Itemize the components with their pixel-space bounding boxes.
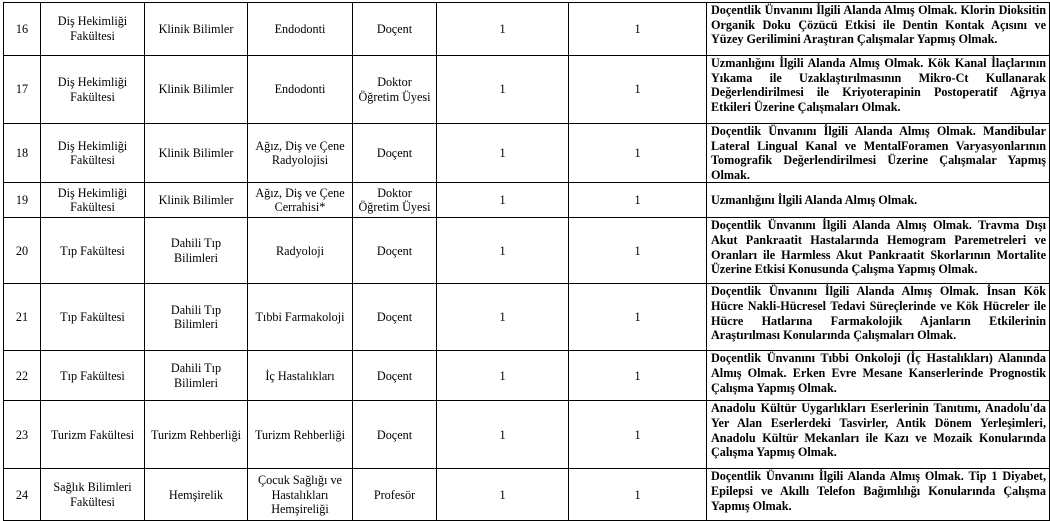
count-cell: 1: [437, 284, 569, 351]
program-cell: Turizm Rehberliği: [248, 401, 353, 469]
program-cell: Ağız, Diş ve Çene Cerrahisi*: [248, 183, 353, 218]
count-cell: 1: [569, 401, 707, 469]
count-cell: 1: [437, 183, 569, 218]
department-cell: Turizm Rehberliği: [145, 401, 248, 469]
row-number: 22: [4, 351, 41, 401]
program-cell: Endodonti: [248, 56, 353, 124]
row-number: 19: [4, 183, 41, 218]
faculty-cell: Diş Hekimliği Fakültesi: [41, 56, 145, 124]
count-cell: 1: [569, 284, 707, 351]
requirement-cell: Uzmanlığını İlgili Alanda Almış Olmak.: [707, 183, 1050, 218]
row-number: 20: [4, 218, 41, 284]
count-cell: 1: [437, 56, 569, 124]
table-row: [4, 183, 1050, 218]
table-row: [4, 351, 1050, 401]
department-cell: Klinik Bilimler: [145, 3, 248, 56]
table-row: [4, 56, 1050, 124]
department-cell: Klinik Bilimler: [145, 56, 248, 124]
count-cell: 1: [437, 218, 569, 284]
requirement-cell: Anadolu Kültür Uygarlıkları Eserlerinin Tanıtımı, Anadolu'da Yer Alan Eserlerdeki Tasvirler, Antik Dönem Yerleşimleri, Anadolu Kültür Mekanları ile Kazı ve Mozaik Konularında Çalışma Yapmış Olmak.: [707, 401, 1050, 469]
program-cell: Endodonti: [248, 3, 353, 56]
count-cell: 1: [569, 469, 707, 521]
title-cell: Profesör: [353, 469, 437, 521]
requirement-cell: Doçentlik Ünvanını İlgili Alanda Almış Olmak. Travma Dışı Akut Pankraatit Hastalarında Hemogram Paremetreleri ve Oranları ile Harmless Akut Pankraatit Skorlarının Mortalite Üzerine Etkisi Konusunda Çalışma Yapmış Olmak.: [707, 218, 1050, 284]
department-cell: Dahili Tıp Bilimleri: [145, 218, 248, 284]
row-number: 23: [4, 401, 41, 469]
department-cell: Dahili Tıp Bilimleri: [145, 284, 248, 351]
title-cell: Doktor Öğretim Üyesi: [353, 56, 437, 124]
title-cell: Doçent: [353, 401, 437, 469]
program-cell: Ağız, Diş ve Çene Radyolojisi: [248, 124, 353, 183]
requirement-cell: Doçentlik Ünvanını İlgili Alanda Almış Olmak. Mandibular Lateral Lingual Kanal ve MentalForamen Varyasyonlarının Tomografik Değerlendirilmesi Üzerine Çalışmalar Yapmış Olmak.: [707, 124, 1050, 183]
count-cell: 1: [437, 351, 569, 401]
requirement-cell: Doçentlik Ünvanını İlgili Alanda Almış Olmak. Tip 1 Diyabet, Epilepsi ve Akıllı Telefon Bağımlılığı Konularında Çalışma Yapmış Olmak.: [707, 469, 1050, 521]
faculty-cell: Tıp Fakültesi: [41, 218, 145, 284]
count-cell: 1: [569, 56, 707, 124]
table-row: [4, 401, 1050, 469]
department-cell: Hemşirelik: [145, 469, 248, 521]
count-cell: 1: [437, 3, 569, 56]
table-row: [4, 284, 1050, 351]
faculty-cell: Diş Hekimliği Fakültesi: [41, 124, 145, 183]
program-cell: Radyoloji: [248, 218, 353, 284]
faculty-cell: Tıp Fakültesi: [41, 284, 145, 351]
row-number: 21: [4, 284, 41, 351]
department-cell: Dahili Tıp Bilimleri: [145, 351, 248, 401]
program-cell: Tıbbi Farmakoloji: [248, 284, 353, 351]
row-number: 17: [4, 56, 41, 124]
program-cell: Çocuk Sağlığı ve Hastalıkları Hemşireliği: [248, 469, 353, 521]
table-row: [4, 3, 1050, 56]
faculty-cell: Sağlık Bilimleri Fakültesi: [41, 469, 145, 521]
faculty-positions-table: [3, 2, 1050, 521]
faculty-cell: Diş Hekimliği Fakültesi: [41, 183, 145, 218]
row-number: 24: [4, 469, 41, 521]
requirement-cell: Doçentlik Ünvanını İlgili Alanda Almış Olmak. Klorin Dioksitin Organik Doku Çözücü Etkisi ile Dentin Kontak Açısını ve Yüzey Gerilimini Araştıran Çalışmalar Yapmış Olmak.: [707, 3, 1050, 56]
count-cell: 1: [569, 124, 707, 183]
count-cell: 1: [437, 469, 569, 521]
table-row: [4, 124, 1050, 183]
table-row: [4, 469, 1050, 521]
faculty-cell: Turizm Fakültesi: [41, 401, 145, 469]
count-cell: 1: [437, 124, 569, 183]
title-cell: Doçent: [353, 124, 437, 183]
row-number: 16: [4, 3, 41, 56]
title-cell: Doçent: [353, 351, 437, 401]
row-number: 18: [4, 124, 41, 183]
table-row: [4, 218, 1050, 284]
requirement-cell: Doçentlik Ünvanını Tıbbi Onkoloji (İç Hastalıkları) Alanında Almış Olmak. Erken Evre Mesane Kanserlerinde Prognostik Çalışma Yapmış Olmak.: [707, 351, 1050, 401]
department-cell: Klinik Bilimler: [145, 124, 248, 183]
count-cell: 1: [569, 183, 707, 218]
count-cell: 1: [569, 218, 707, 284]
program-cell: İç Hastalıkları: [248, 351, 353, 401]
requirement-cell: Uzmanlığını İlgili Alanda Almış Olmak. Kök Kanal İlaçlarının Yıkama ile Uzaklaştırılmasının Mikro-Ct Kullanarak Değerlendirilmesi ile Kriyoterapinin Postoperatif Ağrıya Etkileri Üzerine Çalışmaları Olmak.: [707, 56, 1050, 124]
faculty-cell: Diş Hekimliği Fakültesi: [41, 3, 145, 56]
title-cell: Doçent: [353, 218, 437, 284]
department-cell: Klinik Bilimler: [145, 183, 248, 218]
faculty-cell: Tıp Fakültesi: [41, 351, 145, 401]
title-cell: Doktor Öğretim Üyesi: [353, 183, 437, 218]
title-cell: Doçent: [353, 284, 437, 351]
count-cell: 1: [437, 401, 569, 469]
count-cell: 1: [569, 3, 707, 56]
requirement-cell: Doçentlik Ünvanını İlgili Alanda Almış Olmak. İnsan Kök Hücre Nakli-Hücresel Tedavi Süreçlerinde ve Kök Hücreler ile Hücre Hatlarına Farmakolojik Ajanların Etkilerinin Araştırılması Konularında Çalışmaları Olmak.: [707, 284, 1050, 351]
title-cell: Doçent: [353, 3, 437, 56]
count-cell: 1: [569, 351, 707, 401]
